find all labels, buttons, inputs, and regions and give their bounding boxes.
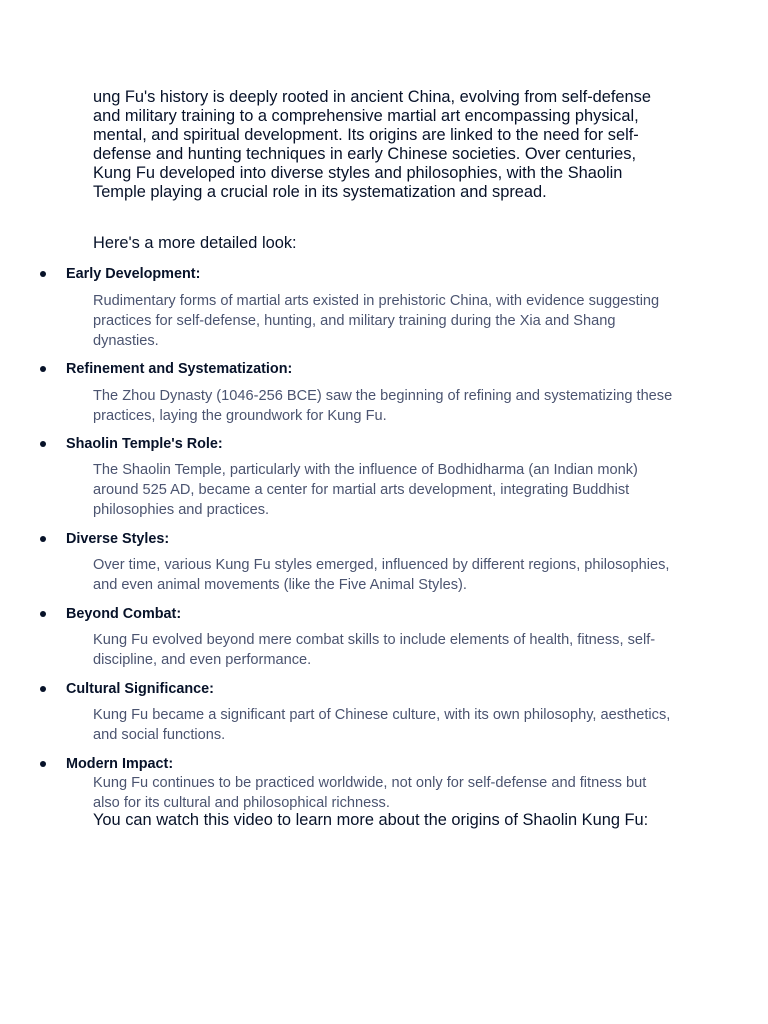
item-text-shaolin-temple: The Shaolin Temple, particularly with the influence of Bodhidharma (an Indian monk) around 525 AD, became a center for martial arts development, integrating Buddhist philosophies and practices. xyxy=(93,462,638,518)
bullet-dot xyxy=(40,441,46,447)
intro-paragraph: ung Fu's history is deeply rooted in ancient China, evolving from self-defense and military training to a comprehensive martial art encompassing physical, mental, and spiritual development. Its origins are linked to the need for self-defense and hunting techniques in early Chinese societies. Over centuries, Kung Fu developed into diverse styles and philosophies, with the Shaolin Temple playing a crucial role in its systematization and spread. xyxy=(93,88,651,201)
item-text-diverse-styles: Over time, various Kung Fu styles emerged, influenced by different regions, philosophies, and even animal movements (like the Five Animal Styles). xyxy=(93,557,670,593)
item-text-refinement: The Zhou Dynasty (1046-256 BCE) saw the beginning of refining and systematizing these practices, laying the groundwork for Kung Fu. xyxy=(93,388,673,424)
item-title-shaolin-temple: Shaolin Temple's Role: xyxy=(66,436,223,452)
bullet-dot xyxy=(40,271,46,277)
item-text-beyond-combat: Kung Fu evolved beyond mere combat skills to include elements of health, fitness, self-discipline, and even performance. xyxy=(93,632,656,668)
bullet-dot xyxy=(40,761,46,767)
item-title-refinement: Refinement and Systematization: xyxy=(66,361,293,377)
item-title-cultural-significance: Cultural Significance: xyxy=(66,681,214,697)
bullet-dot xyxy=(40,611,46,617)
item-title-diverse-styles: Diverse Styles: xyxy=(66,531,170,547)
item-title-early-development: Early Development: xyxy=(66,266,201,282)
video-intro-paragraph: You can watch this video to learn more about the origins of Shaolin Kung Fu: xyxy=(93,811,649,829)
item-text-modern-impact: Kung Fu continues to be practiced worldwide, not only for self-defense and fitness but also for its cultural and philosophical richness. xyxy=(93,775,647,811)
lead-sentence: Here's a more detailed look: xyxy=(93,234,297,252)
item-title-modern-impact: Modern Impact: xyxy=(66,756,174,772)
item-text-early-development: Rudimentary forms of martial arts existed in prehistoric China, with evidence suggesting practices for self-defense, hunting, and military training during the Xia and Shang dynasties. xyxy=(93,293,660,349)
bullet-dot xyxy=(40,366,46,372)
item-text-cultural-significance: Kung Fu became a significant part of Chinese culture, with its own philosophy, aesthetics, and social functions. xyxy=(93,707,671,743)
bullet-dot xyxy=(40,686,46,692)
bullet-dot xyxy=(40,536,46,542)
item-title-beyond-combat: Beyond Combat: xyxy=(66,606,182,622)
